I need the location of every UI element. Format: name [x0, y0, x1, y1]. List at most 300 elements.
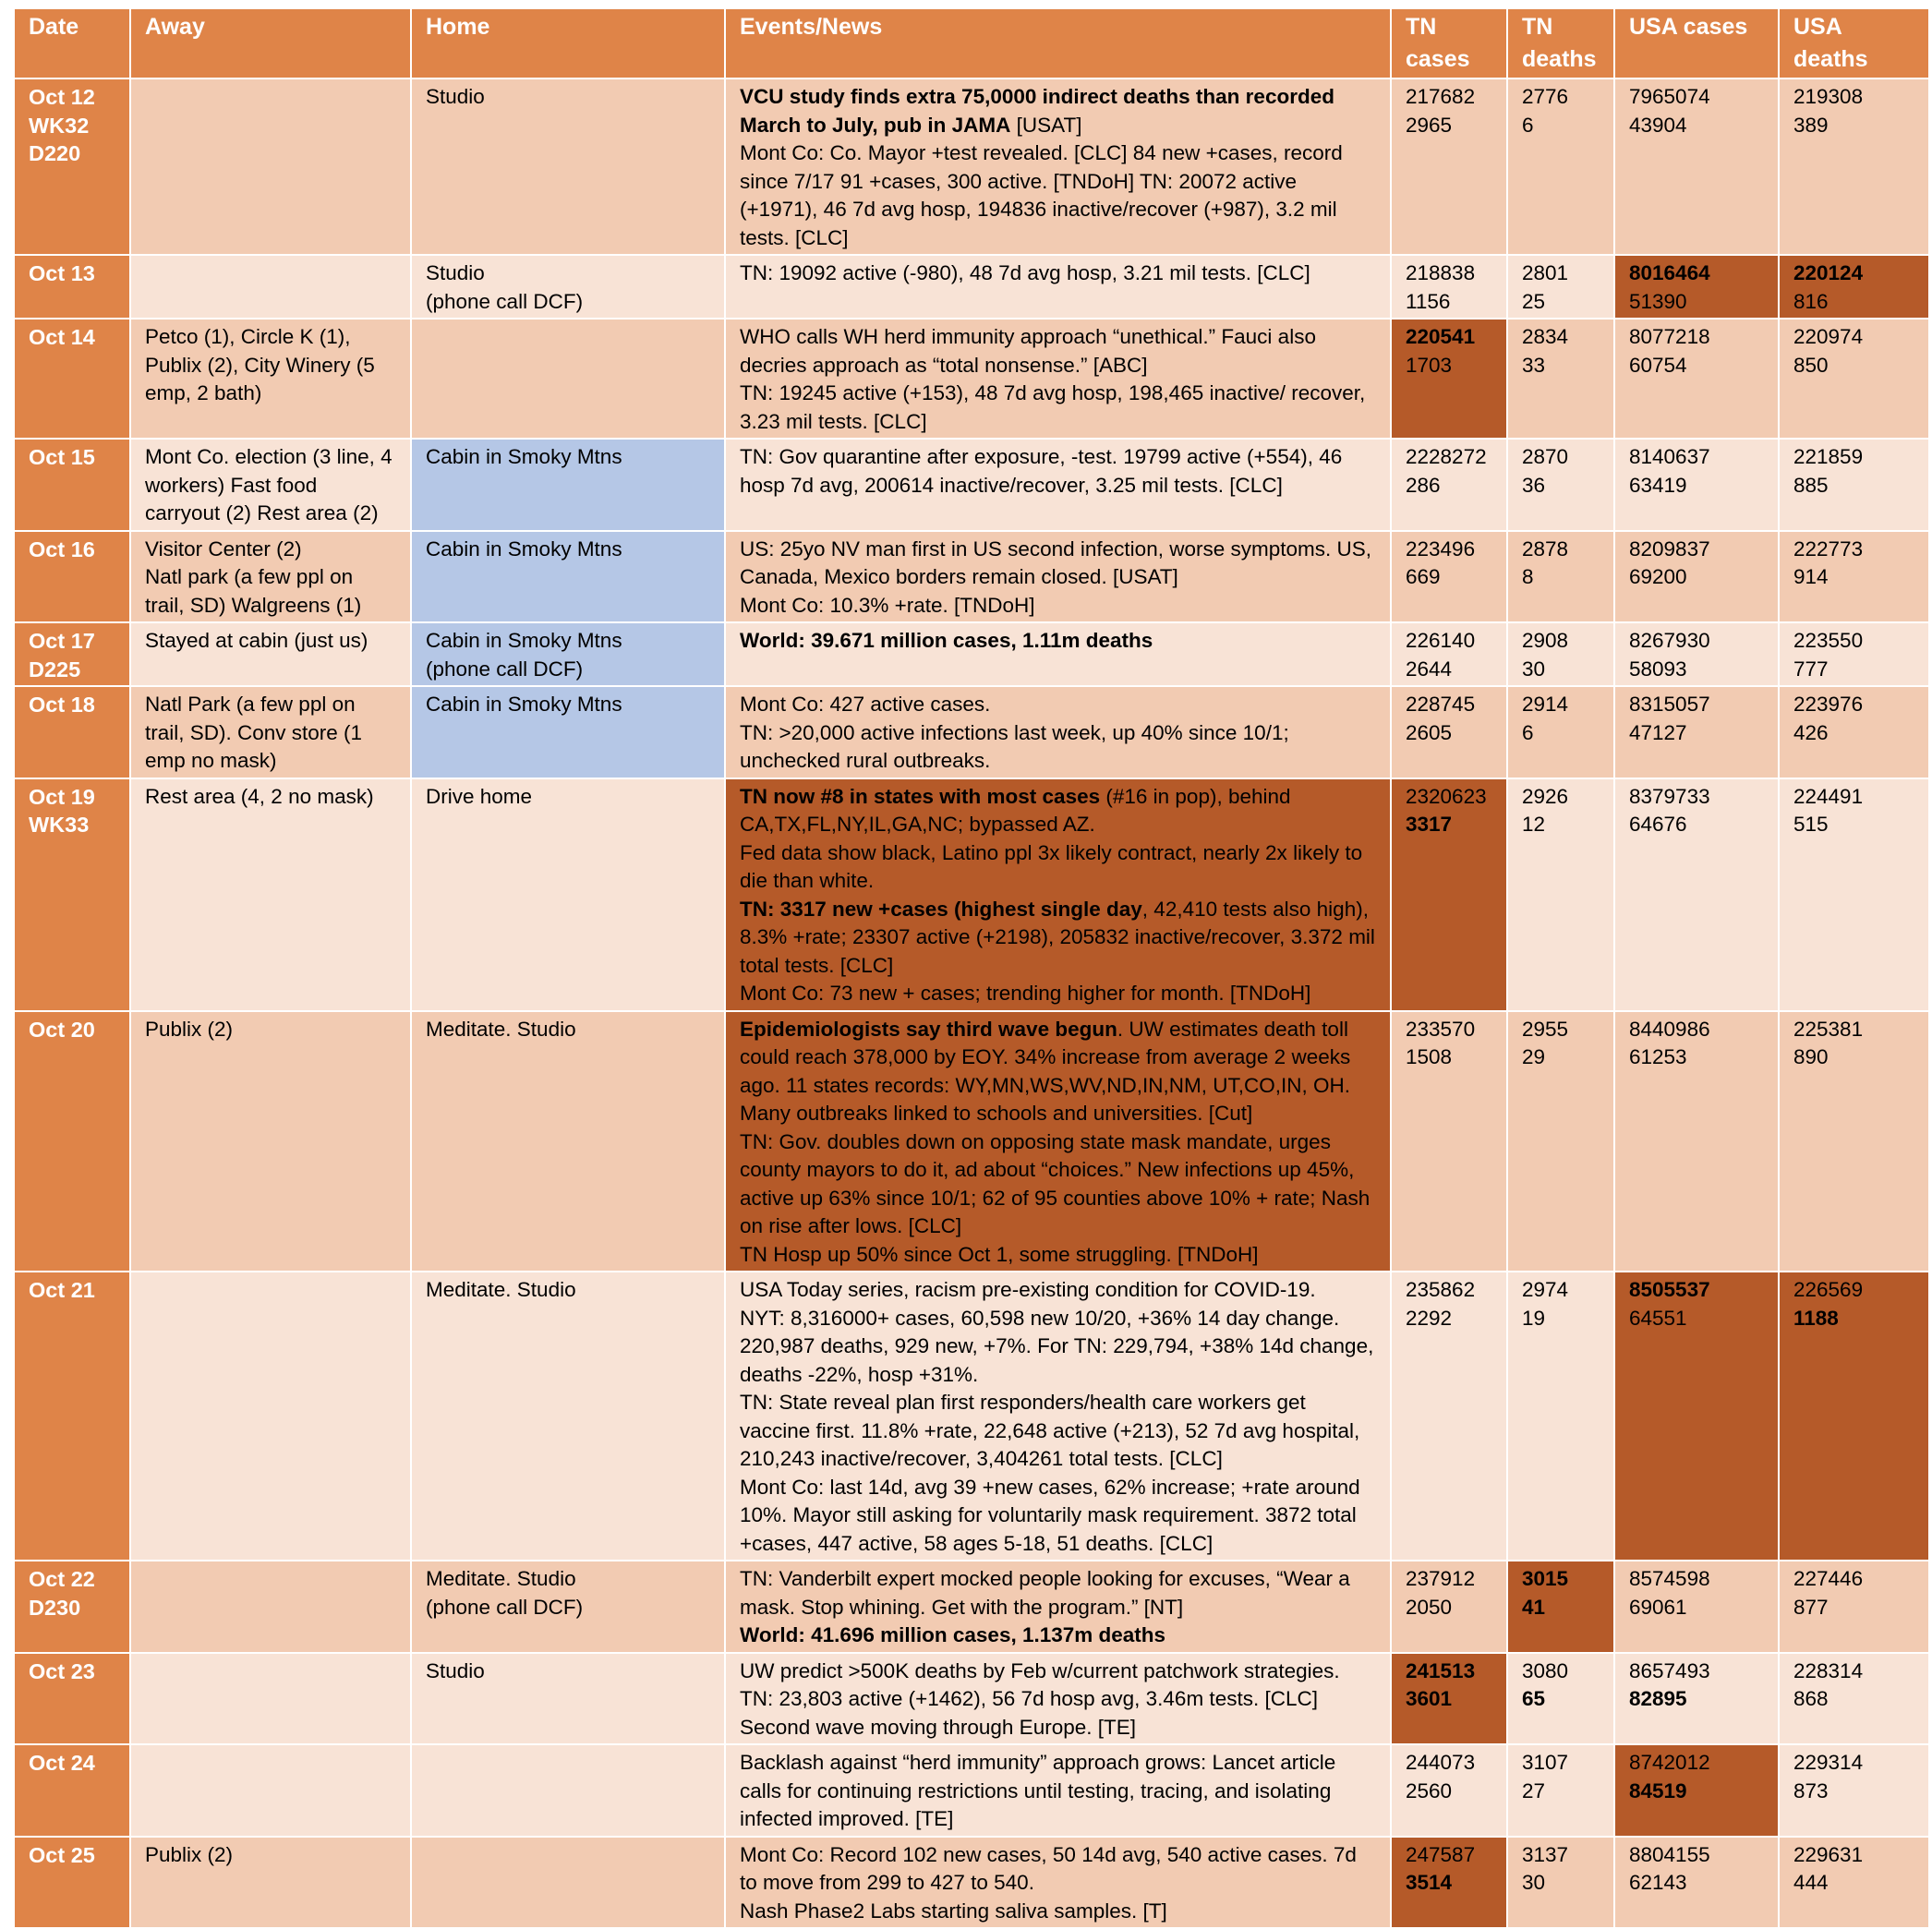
table-row: [14, 319, 1929, 439]
cumulative-value: 221859: [1793, 445, 1864, 468]
event-text: TN Hosp up 50% since Oct 1, some struggling. [TNDoH]: [740, 1242, 1259, 1266]
cumulative-value: 2914: [1522, 693, 1569, 716]
date-cell: Oct 13: [14, 255, 130, 319]
event-text: TN: 19092 active (-980), 48 7d avg hosp, 3.21 mil tests. [CLC]: [740, 261, 1310, 284]
tn-deaths-cell: [1507, 1653, 1614, 1745]
daily-change-value: 64676: [1629, 813, 1687, 836]
cumulative-value: 2955: [1522, 1017, 1569, 1041]
cumulative-value: 3137: [1522, 1842, 1569, 1866]
header-date: Date: [14, 8, 130, 78]
event-text: Mont Co: Record 102 new cases, 50 14d avg, 540 active cases. 7d to move from 299 to 427 to 540.: [740, 1842, 1357, 1894]
away-cell: [130, 255, 411, 319]
usa-cases-cell: [1614, 1837, 1779, 1929]
daily-change-value: 64551: [1629, 1306, 1687, 1330]
event-item: [740, 1658, 1375, 1714]
event-item: [740, 323, 1375, 380]
table-row: [14, 778, 1929, 1011]
cumulative-value: 2801: [1522, 261, 1569, 284]
home-cell: Meditate. Studio (phone call DCF): [411, 1561, 725, 1653]
events-cell: [725, 1837, 1391, 1929]
event-text: US: 25yo NV man first in US second infection, worse symptoms. US, Canada, Mexico borders remain closed. [USAT]: [740, 537, 1371, 588]
events-cell: [725, 78, 1391, 255]
daily-change-value: 29: [1522, 1045, 1546, 1068]
cumulative-value: 226140: [1406, 629, 1476, 652]
event-item: [740, 83, 1375, 139]
usa-cases-cell: [1614, 686, 1779, 778]
cumulative-value: 235862: [1406, 1278, 1476, 1301]
daily-change-value: 3317: [1406, 813, 1453, 836]
events-cell: [725, 1011, 1391, 1272]
daily-change-value: 2292: [1406, 1306, 1453, 1330]
cumulative-value: 227446: [1793, 1567, 1864, 1590]
cumulative-value: 3107: [1522, 1751, 1569, 1774]
daily-change-value: 65: [1522, 1687, 1546, 1710]
cumulative-value: 241513: [1406, 1658, 1476, 1682]
date-cell: Oct 19 WK33: [14, 778, 130, 1011]
events-cell: [725, 1272, 1391, 1561]
tn-cases-cell: [1391, 531, 1507, 623]
daily-change-value: 850: [1793, 353, 1829, 377]
daily-change-value: 3514: [1406, 1871, 1453, 1894]
tn-deaths-cell: [1507, 255, 1614, 319]
daily-change-value: 25: [1522, 289, 1546, 313]
daily-change-value: 8: [1522, 565, 1534, 588]
events-cell: [725, 686, 1391, 778]
header-row: [14, 8, 1929, 78]
event-headline: VCU study finds extra 75,0000 indirect deaths than recorded March to July, pub in JAMA: [740, 85, 1334, 137]
daily-change-value: 60754: [1629, 353, 1687, 377]
daily-change-value: 69061: [1629, 1595, 1687, 1619]
tn-deaths-cell: [1507, 686, 1614, 778]
usa-deaths-cell: [1779, 1272, 1929, 1561]
date-cell: Oct 20: [14, 1011, 130, 1272]
event-item: [740, 1622, 1375, 1650]
daily-change-value: 30: [1522, 657, 1546, 681]
home-cell: Drive home: [411, 778, 725, 1011]
event-text: Mont Co: 10.3% +rate. [TNDoH]: [740, 593, 1035, 617]
usa-deaths-cell: [1779, 622, 1929, 686]
cumulative-value: 229314: [1793, 1751, 1864, 1774]
usa-cases-cell: [1614, 439, 1779, 531]
cumulative-value: 2320623: [1406, 784, 1487, 808]
event-text: Mont Co: 427 active cases.: [740, 693, 991, 716]
usa-deaths-cell: [1779, 686, 1929, 778]
date-cell: Oct 18: [14, 686, 130, 778]
cumulative-value: 8315057: [1629, 693, 1710, 716]
table-row: [14, 255, 1929, 319]
away-cell: Publix (2): [130, 1011, 411, 1272]
event-text: , 42,410 tests also high), 8.3% +rate; 23307 active (+2198), 205832 inactive/recover, 3.372 mil total tests. [CLC]: [740, 897, 1375, 977]
tn-deaths-cell: [1507, 531, 1614, 623]
cumulative-value: 220541: [1406, 325, 1476, 348]
daily-change-value: 33: [1522, 353, 1546, 377]
tn-deaths-cell: [1507, 78, 1614, 255]
daily-change-value: 1188: [1793, 1306, 1839, 1330]
tn-cases-cell: [1391, 1561, 1507, 1653]
cumulative-value: 220124: [1793, 261, 1864, 284]
event-item: [740, 783, 1375, 839]
date-cell: Oct 23: [14, 1653, 130, 1745]
cumulative-value: 8657493: [1629, 1658, 1710, 1682]
date-cell: Oct 24: [14, 1744, 130, 1837]
event-text: WHO calls WH herd immunity approach “unethical.” Fauci also decries approach as “total nonsense.” [ABC]: [740, 325, 1316, 377]
away-cell: [130, 78, 411, 255]
event-text: TN: Gov quarantine after exposure, -test. 19799 active (+554), 46 hosp 7d avg, 200614 inactive/recover, 3.25 mil tests. [CLC]: [740, 445, 1343, 497]
cumulative-value: 2974: [1522, 1278, 1569, 1301]
table-body: [14, 78, 1929, 1928]
daily-change-value: 36: [1522, 473, 1546, 497]
cumulative-value: 2228272: [1406, 445, 1487, 468]
usa-cases-cell: [1614, 319, 1779, 439]
usa-deaths-cell: [1779, 531, 1929, 623]
date-cell: Oct 15: [14, 439, 130, 531]
date-cell: Oct 14: [14, 319, 130, 439]
daily-change-value: 426: [1793, 720, 1829, 744]
cumulative-value: 228745: [1406, 693, 1476, 716]
events-cell: [725, 531, 1391, 623]
event-item: [740, 719, 1375, 776]
date-cell: Oct 12 WK32 D220: [14, 78, 130, 255]
header-tn-cases: TN cases: [1391, 8, 1507, 78]
cumulative-value: 3015: [1522, 1567, 1569, 1590]
event-item: [740, 1714, 1375, 1742]
daily-change-value: 27: [1522, 1778, 1546, 1802]
usa-deaths-cell: [1779, 1837, 1929, 1929]
daily-change-value: 51390: [1629, 289, 1687, 313]
daily-change-value: 2644: [1406, 657, 1453, 681]
event-headline: Epidemiologists say third wave begun: [740, 1017, 1117, 1041]
daily-change-value: 1508: [1406, 1045, 1453, 1068]
event-item: [740, 691, 1375, 719]
events-cell: [725, 1561, 1391, 1653]
event-item: [740, 1016, 1375, 1128]
daily-change-value: 62143: [1629, 1871, 1687, 1894]
away-cell: Mont Co. election (3 line, 4 workers) Fast food carryout (2) Rest area (2): [130, 439, 411, 531]
table-row: [14, 1653, 1929, 1745]
home-cell: [411, 319, 725, 439]
daily-change-value: 914: [1793, 565, 1829, 588]
home-cell: [411, 1744, 725, 1837]
tn-deaths-cell: [1507, 1837, 1614, 1929]
events-cell: [725, 778, 1391, 1011]
tn-deaths-cell: [1507, 1011, 1614, 1272]
daily-change-value: 2050: [1406, 1595, 1453, 1619]
cumulative-value: 8804155: [1629, 1842, 1710, 1866]
event-item: [740, 1841, 1375, 1898]
cumulative-value: 2870: [1522, 445, 1569, 468]
event-text: TN: 19245 active (+153), 48 7d avg hosp, 198,465 inactive/ recover, 3.23 mil tests. [CLC]: [740, 381, 1366, 433]
table-row: [14, 439, 1929, 531]
cumulative-value: 8077218: [1629, 325, 1710, 348]
event-headline: TN: 3317 new +cases (highest single day: [740, 897, 1142, 921]
table-row: [14, 622, 1929, 686]
daily-change-value: 669: [1406, 565, 1441, 588]
table-row: [14, 1744, 1929, 1837]
event-item: [740, 139, 1375, 252]
daily-change-value: 286: [1406, 473, 1441, 497]
event-item: [740, 592, 1375, 621]
event-text: Backlash against “herd immunity” approach grows: Lancet article calls for continuing restrictions until testing, tracing, and isolating infected improved. [TE]: [740, 1751, 1336, 1830]
daily-change-value: 19: [1522, 1306, 1546, 1330]
tn-deaths-cell: [1507, 439, 1614, 531]
tn-deaths-cell: [1507, 319, 1614, 439]
event-item: [740, 839, 1375, 896]
table-row: [14, 1011, 1929, 1272]
cumulative-value: 247587: [1406, 1842, 1476, 1866]
daily-change-value: 58093: [1629, 657, 1687, 681]
cumulative-value: 220974: [1793, 325, 1864, 348]
home-cell: Cabin in Smoky Mtns: [411, 531, 725, 623]
table-row: [14, 1837, 1929, 1929]
tn-cases-cell: [1391, 319, 1507, 439]
events-cell: [725, 439, 1391, 531]
tn-deaths-cell: [1507, 1561, 1614, 1653]
event-item: [740, 380, 1375, 436]
usa-cases-cell: [1614, 255, 1779, 319]
daily-change-value: 1703: [1406, 353, 1453, 377]
usa-deaths-cell: [1779, 1653, 1929, 1745]
tn-cases-cell: [1391, 1837, 1507, 1929]
daily-change-value: 41: [1522, 1595, 1546, 1619]
daily-change-value: 515: [1793, 813, 1829, 836]
tn-cases-cell: [1391, 255, 1507, 319]
daily-change-value: 69200: [1629, 565, 1687, 588]
tn-cases-cell: [1391, 1744, 1507, 1837]
cumulative-value: 8742012: [1629, 1751, 1710, 1774]
cumulative-value: 2834: [1522, 325, 1569, 348]
daily-change-value: 868: [1793, 1687, 1829, 1710]
daily-change-value: 2965: [1406, 113, 1453, 137]
event-item: [740, 1305, 1375, 1390]
away-cell: [130, 1653, 411, 1745]
table-row: [14, 531, 1929, 623]
event-headline: TN now #8 in states with most cases: [740, 784, 1101, 808]
daily-change-value: 84519: [1629, 1778, 1687, 1802]
cumulative-value: 218838: [1406, 261, 1476, 284]
daily-change-value: 1156: [1406, 289, 1451, 313]
tn-cases-cell: [1391, 1011, 1507, 1272]
away-cell: Natl Park (a few ppl on trail, SD). Conv store (1 emp no mask): [130, 686, 411, 778]
cumulative-value: 233570: [1406, 1017, 1476, 1041]
cumulative-value: 226569: [1793, 1278, 1864, 1301]
daily-change-value: 890: [1793, 1045, 1829, 1068]
event-item: [740, 1474, 1375, 1559]
cumulative-value: 223976: [1793, 693, 1864, 716]
cumulative-value: 2926: [1522, 784, 1569, 808]
tn-cases-cell: [1391, 686, 1507, 778]
cumulative-value: 229631: [1793, 1842, 1864, 1866]
events-cell: [725, 1744, 1391, 1837]
events-cell: [725, 255, 1391, 319]
cumulative-value: 237912: [1406, 1567, 1476, 1590]
events-cell: [725, 1653, 1391, 1745]
cumulative-value: 2908: [1522, 629, 1569, 652]
event-item: [740, 1389, 1375, 1474]
home-cell: Cabin in Smoky Mtns: [411, 439, 725, 531]
event-item: [740, 980, 1375, 1008]
tn-deaths-cell: [1507, 1744, 1614, 1837]
cumulative-value: 8379733: [1629, 784, 1710, 808]
event-item: [740, 1128, 1375, 1241]
tn-cases-cell: [1391, 1272, 1507, 1561]
event-item: [740, 1565, 1375, 1622]
tn-deaths-cell: [1507, 1272, 1614, 1561]
cumulative-value: 7965074: [1629, 85, 1710, 108]
cumulative-value: 8505537: [1629, 1278, 1710, 1301]
home-cell: Studio (phone call DCF): [411, 255, 725, 319]
header-usa-cases: USA cases: [1614, 8, 1779, 78]
daily-change-value: 63419: [1629, 473, 1687, 497]
tn-deaths-cell: [1507, 622, 1614, 686]
cumulative-value: 2878: [1522, 537, 1569, 561]
tn-cases-cell: [1391, 78, 1507, 255]
tn-cases-cell: [1391, 778, 1507, 1011]
event-text: TN: State reveal plan first responders/health care workers get vaccine first. 11.8% +rate, 22,648 active (+213), 52 7d avg hospital, 210,243 inactive/recover, 3,404261 total tests. [CLC]: [740, 1391, 1360, 1470]
usa-deaths-cell: [1779, 78, 1929, 255]
usa-deaths-cell: [1779, 319, 1929, 439]
daily-change-value: 82895: [1629, 1687, 1687, 1710]
cumulative-value: 8267930: [1629, 629, 1710, 652]
home-cell: Meditate. Studio: [411, 1011, 725, 1272]
tn-cases-cell: [1391, 439, 1507, 531]
covid-journal-table: [13, 7, 1930, 1929]
date-cell: Oct 22 D230: [14, 1561, 130, 1653]
usa-cases-cell: [1614, 1272, 1779, 1561]
header-usa-deaths: USA deaths: [1779, 8, 1929, 78]
event-text: TN: Vanderbilt expert mocked people looking for excuses, “Wear a mask. Stop whining. Get with the program.” [NT]: [740, 1567, 1350, 1619]
away-cell: Publix (2): [130, 1837, 411, 1929]
event-text: USA Today series, racism pre-existing condition for COVID-19.: [740, 1278, 1316, 1301]
event-item: [740, 1898, 1375, 1926]
cumulative-value: 2776: [1522, 85, 1569, 108]
events-cell: [725, 622, 1391, 686]
event-text: [USAT]: [1010, 113, 1082, 137]
usa-cases-cell: [1614, 622, 1779, 686]
usa-cases-cell: [1614, 531, 1779, 623]
usa-cases-cell: [1614, 78, 1779, 255]
daily-change-value: 3601: [1406, 1687, 1453, 1710]
daily-change-value: 6: [1522, 113, 1534, 137]
table-row: [14, 1561, 1929, 1653]
event-text: Nash Phase2 Labs starting saliva samples. [T]: [740, 1899, 1167, 1923]
daily-change-value: 877: [1793, 1595, 1829, 1619]
table-row: [14, 686, 1929, 778]
date-cell: Oct 21: [14, 1272, 130, 1561]
cumulative-value: 225381: [1793, 1017, 1864, 1041]
date-cell: Oct 25: [14, 1837, 130, 1929]
event-text: Mont Co: last 14d, avg 39 +new cases, 62% increase; +rate around 10%. Mayor still asking for voluntarily mask requirement. 3872 total +cases, 447 active, 58 ages 5-18, 51 deaths. [CLC]: [740, 1475, 1360, 1555]
away-cell: [130, 1744, 411, 1837]
usa-deaths-cell: [1779, 1744, 1929, 1837]
table-row: [14, 78, 1929, 255]
cumulative-value: 244073: [1406, 1751, 1476, 1774]
cumulative-value: 223550: [1793, 629, 1864, 652]
away-cell: Rest area (4, 2 no mask): [130, 778, 411, 1011]
event-text: NYT: 8,316000+ cases, 60,598 new 10/20, +36% 14 day change. 220,987 deaths, 929 new, +7%. For TN: 229,794, +38% 14d change, deaths -22%, hosp +31%.: [740, 1306, 1374, 1386]
usa-cases-cell: [1614, 1744, 1779, 1837]
daily-change-value: 30: [1522, 1871, 1546, 1894]
cumulative-value: 8209837: [1629, 537, 1710, 561]
home-cell: Studio: [411, 1653, 725, 1745]
usa-cases-cell: [1614, 1011, 1779, 1272]
away-cell: Visitor Center (2) Natl park (a few ppl on trail, SD) Walgreens (1): [130, 531, 411, 623]
daily-change-value: 12: [1522, 813, 1546, 836]
event-item: [740, 259, 1375, 288]
daily-change-value: 43904: [1629, 113, 1687, 137]
daily-change-value: 47127: [1629, 720, 1687, 744]
away-cell: Petco (1), Circle K (1), Publix (2), City Winery (5 emp, 2 bath): [130, 319, 411, 439]
cumulative-value: 219308: [1793, 85, 1864, 108]
home-cell: [411, 1837, 725, 1929]
cumulative-value: 8440986: [1629, 1017, 1710, 1041]
event-headline: World: 41.696 million cases, 1.137m deaths: [740, 1623, 1166, 1646]
cumulative-value: 222773: [1793, 537, 1864, 561]
event-text: Fed data show black, Latino ppl 3x likely contract, nearly 2x likely to die than white.: [740, 840, 1363, 892]
event-text: Mont Co: Co. Mayor +test revealed. [CLC] 84 new +cases, record since 7/17 91 +cases, 300 active. [TNDoH] TN: 20072 active (+1971), 46 7d avg hosp, 194836 inactive/recover (+987), 3.2 mil tests. [CLC]: [740, 141, 1343, 249]
event-item: [740, 443, 1375, 500]
daily-change-value: 61253: [1629, 1045, 1687, 1068]
usa-deaths-cell: [1779, 778, 1929, 1011]
event-text: TN: >20,000 active infections last week, up 40% since 10/1; unchecked rural outbreaks.: [740, 720, 1289, 772]
event-text: (#16 in pop), behind CA,TX,FL,NY,IL,GA,NC; bypassed AZ.: [740, 784, 1291, 836]
daily-change-value: 777: [1793, 657, 1829, 681]
event-item: [740, 1276, 1375, 1305]
usa-deaths-cell: [1779, 439, 1929, 531]
event-text: . UW estimates death toll could reach 378,000 by EOY. 34% increase from average 2 weeks ago. 11 states records: WY,MN,WS,WV,ND,IN,NM, UT,CO,IN, OH. Many outbreaks linked to schools and universities. [Cut]: [740, 1017, 1351, 1125]
event-text: TN: Gov. doubles down on opposing state mask mandate, urges county mayors to do it, ad about “choices.” New infections up 45%, active up 63% since 10/1; 62 of 95 counties above 10% + rate; Nash on rise after lows. [CLC]: [740, 1129, 1371, 1237]
header-home: Home: [411, 8, 725, 78]
away-cell: Stayed at cabin (just us): [130, 622, 411, 686]
daily-change-value: 6: [1522, 720, 1534, 744]
away-cell: [130, 1561, 411, 1653]
away-cell: [130, 1272, 411, 1561]
event-item: [740, 536, 1375, 592]
header-tn-deaths: TN deaths: [1507, 8, 1614, 78]
events-cell: [725, 319, 1391, 439]
tn-cases-cell: [1391, 1653, 1507, 1745]
daily-change-value: 816: [1793, 289, 1829, 313]
cumulative-value: 217682: [1406, 85, 1476, 108]
cumulative-value: 8016464: [1629, 261, 1710, 284]
usa-cases-cell: [1614, 1561, 1779, 1653]
event-item: [740, 1241, 1375, 1270]
date-cell: Oct 17 D225: [14, 622, 130, 686]
cumulative-value: 228314: [1793, 1658, 1864, 1682]
usa-deaths-cell: [1779, 255, 1929, 319]
home-cell: Studio: [411, 78, 725, 255]
table-row: [14, 1272, 1929, 1561]
cumulative-value: 224491: [1793, 784, 1864, 808]
daily-change-value: 873: [1793, 1778, 1829, 1802]
home-cell: Meditate. Studio: [411, 1272, 725, 1561]
usa-cases-cell: [1614, 1653, 1779, 1745]
daily-change-value: 2560: [1406, 1778, 1453, 1802]
tn-deaths-cell: [1507, 778, 1614, 1011]
cumulative-value: 8574598: [1629, 1567, 1710, 1590]
home-cell: Cabin in Smoky Mtns (phone call DCF): [411, 622, 725, 686]
usa-cases-cell: [1614, 778, 1779, 1011]
event-headline: World: 39.671 million cases, 1.11m deaths: [740, 629, 1153, 652]
event-item: [740, 896, 1375, 981]
home-cell: Cabin in Smoky Mtns: [411, 686, 725, 778]
event-item: [740, 1749, 1375, 1834]
cumulative-value: 8140637: [1629, 445, 1710, 468]
daily-change-value: 2605: [1406, 720, 1453, 744]
tn-cases-cell: [1391, 622, 1507, 686]
event-item: [740, 627, 1375, 656]
daily-change-value: 389: [1793, 113, 1829, 137]
usa-deaths-cell: [1779, 1011, 1929, 1272]
